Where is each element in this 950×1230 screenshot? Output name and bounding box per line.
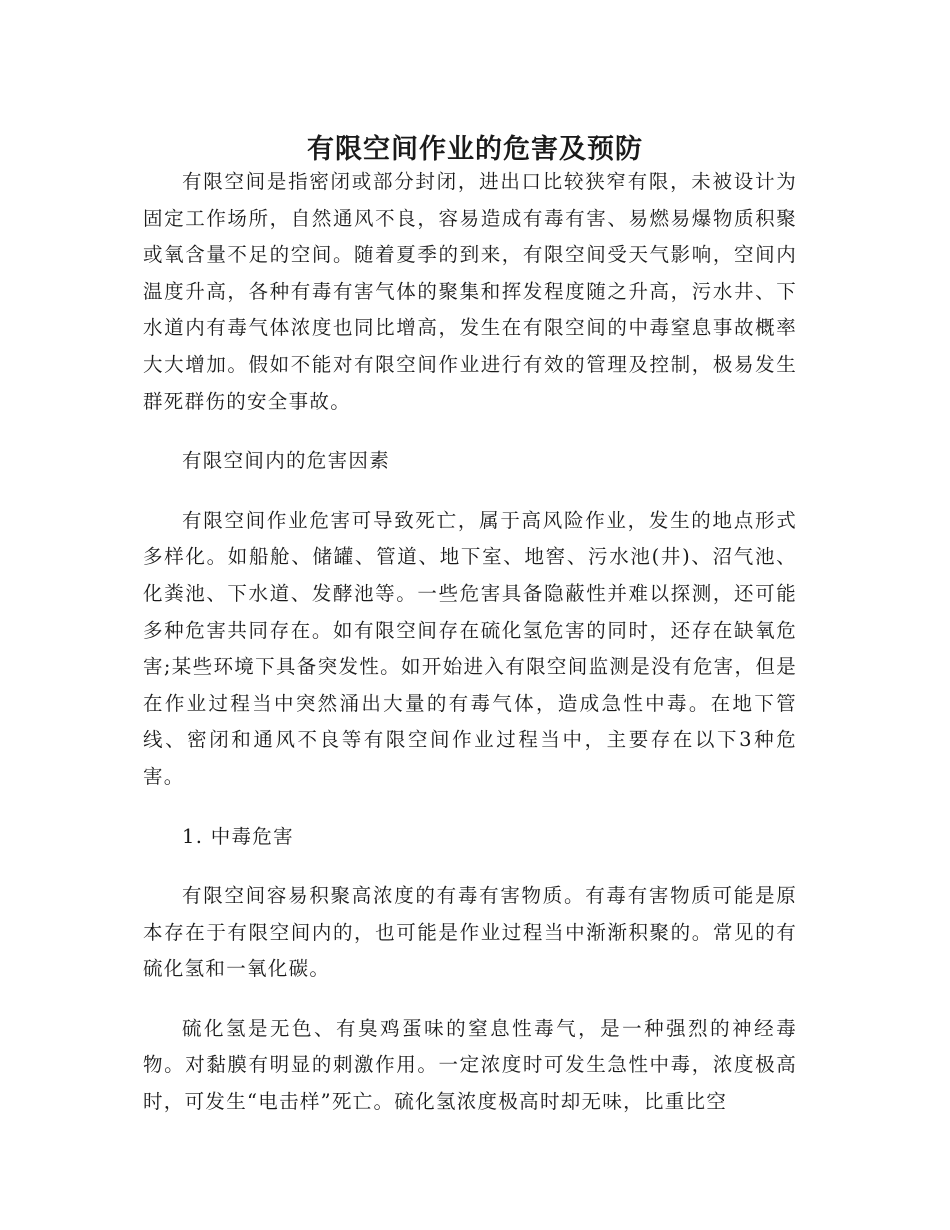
paragraph-hazard-overview: 有限空间作业危害可导致死亡，属于高风险作业，发生的地点形式多样化。如船舱、储罐、管道、地下室、地窖、污水池(井)、沼气池、化粪池、下水道、发酵池等。一些危害具备隐蔽性并难以探测，还可能多种危害共同存在。如有限空间存在硫化氢危害的同时，还存在缺氧危害;某些环境下具备突发性。如开始进入有限空间监测是没有危害，但是在作业过程当中突然涌出大量的有毒气体，造成急性中毒。在地下管线、密闭和通风不良等有限空间作业过程当中，主要存在以下3种危害。 xyxy=(143,508,797,788)
document-body xyxy=(143,164,797,1144)
paragraph-poisoning: 有限空间容易积聚高浓度的有毒有害物质。有毒有害物质可能是原本存在于有限空间内的，也可能是作业过程当中渐渐积聚的。常见的有硫化氢和一氧化碳。 xyxy=(143,884,797,981)
section-heading-hazard-factors: 有限空间内的危害因素 xyxy=(182,449,391,473)
paragraph-intro: 有限空间是指密闭或部分封闭，进出口比较狭窄有限，未被设计为固定工作场所，自然通风不良，容易造成有毒有害、易燃易爆物质积聚或氧含量不足的空间。随着夏季的到来，有限空间受天气影响，空间内温度升高，各种有毒有害气体的聚集和挥发程度随之升高，污水井、下水道内有毒气体浓度也同比增高，发生在有限空间的中毒窒息事故概率大大增加。假如不能对有限空间作业进行有效的管理及控制，极易发生群死群伤的安全事故。 xyxy=(143,170,797,413)
section-heading-poisoning: 1. 中毒危害 xyxy=(182,824,294,848)
paragraph-hydrogen-sulfide: 硫化氢是无色、有臭鸡蛋味的窒息性毒气，是一种强烈的神经毒物。对黏膜有明显的刺激作用。一定浓度时可发生急性中毒，浓度极高时，可发生“电击样”死亡。硫化氢浓度极高时却无味，比重比空 xyxy=(143,1016,797,1114)
document-title: 有限空间作业的危害及预防 xyxy=(307,134,643,166)
